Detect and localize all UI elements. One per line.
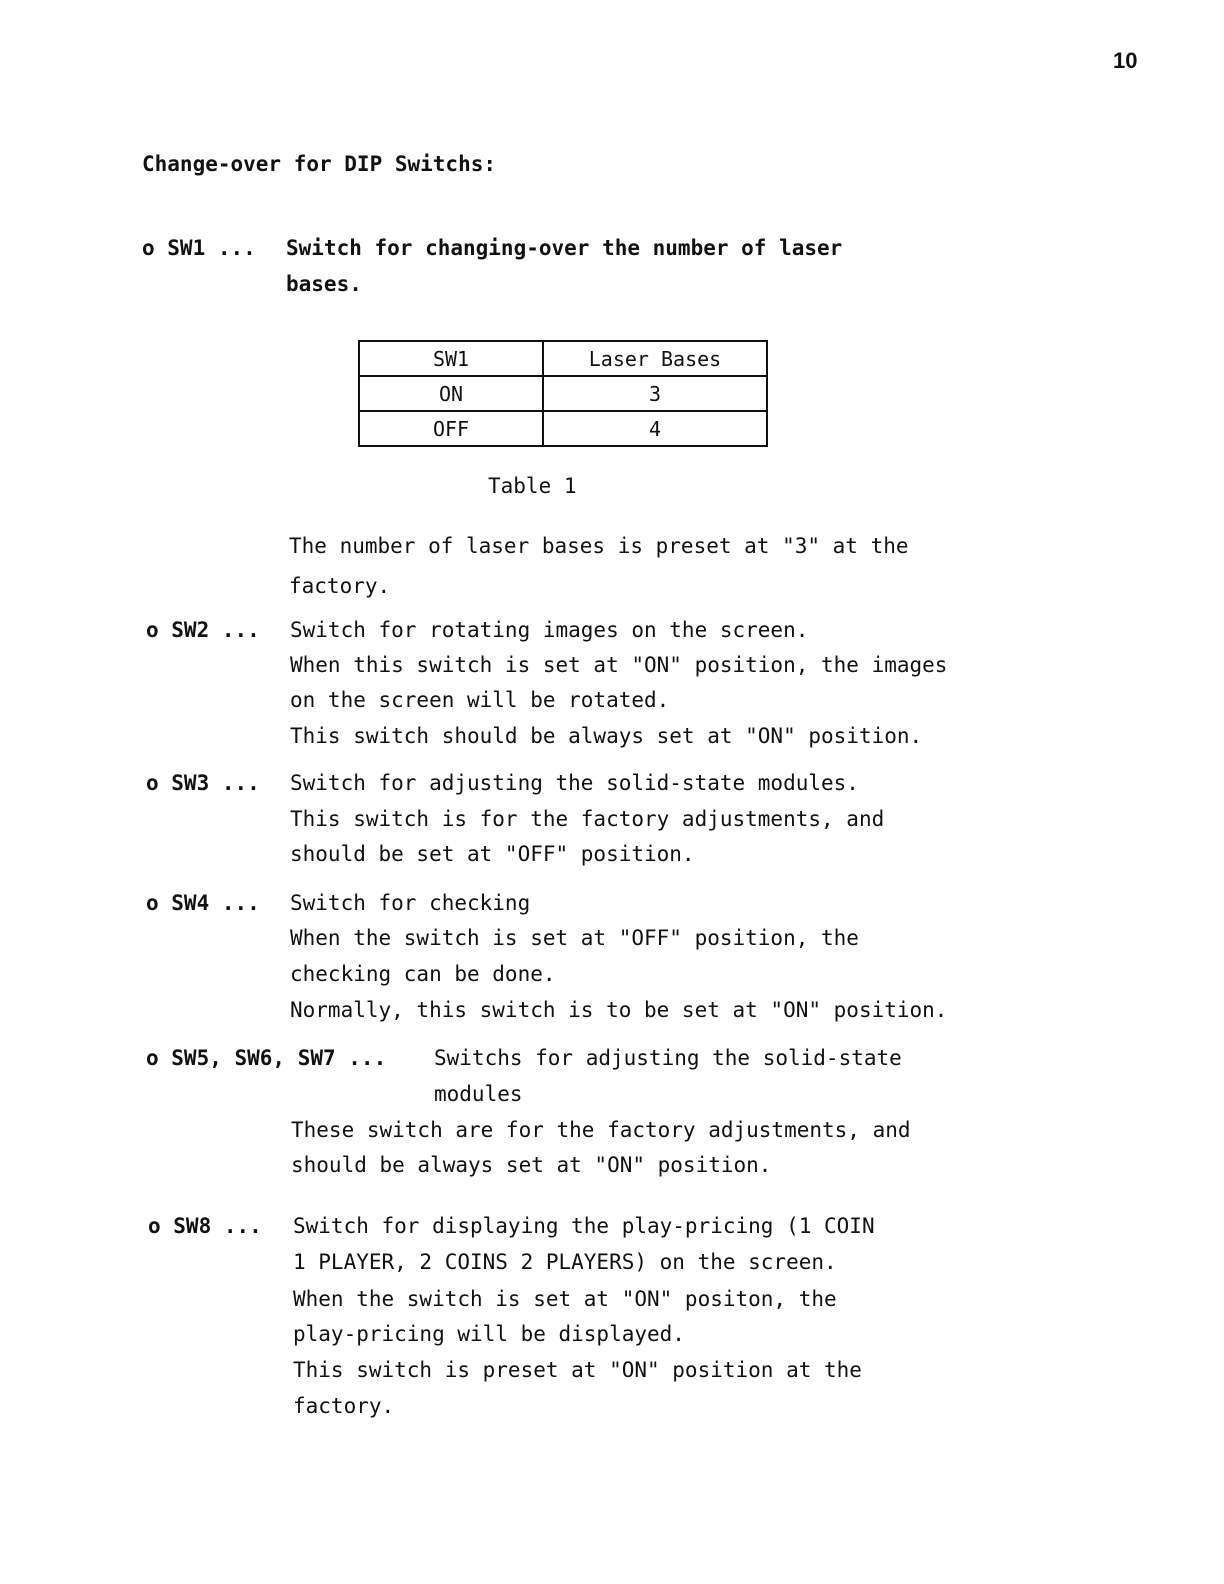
sw8-line-2: 1 PLAYER, 2 COINS 2 PLAYERS) on the screen. (293, 1250, 837, 1274)
sw8-line-5: This switch is preset at "ON" position at the (293, 1358, 862, 1382)
sw8-label: o SW8 ... (148, 1214, 262, 1238)
sw4-line-4: Normally, this switch is to be set at "ON" position. (290, 998, 948, 1022)
table-cell: OFF (359, 411, 543, 446)
table-row (359, 411, 767, 446)
sw3-line-1: Switch for adjusting the solid-state modules. (290, 771, 859, 795)
sw567-line-1: Switchs for adjusting the solid-state (434, 1046, 902, 1070)
sw2-line-4: This switch should be always set at "ON" position. (290, 724, 923, 748)
sw8-line-1: Switch for displaying the play-pricing (1 COIN (293, 1214, 875, 1238)
sw1-label: o SW1 ... (142, 236, 256, 260)
sw1-line-1: Switch for changing-over the number of laser (286, 236, 843, 260)
table-header-laser-bases: Laser Bases (543, 341, 767, 376)
sw1-laser-bases-table (358, 340, 768, 447)
sw567-line-4: should be always set at "ON" position. (291, 1153, 772, 1177)
sw3-label: o SW3 ... (146, 771, 260, 795)
sw4-line-3: checking can be done. (290, 962, 556, 986)
sw3-line-3: should be set at "OFF" position. (290, 842, 695, 866)
sw2-line-3: on the screen will be rotated. (290, 688, 670, 712)
sw4-line-2: When the switch is set at "OFF" position, the (290, 926, 859, 950)
sw1-line-2: bases. (286, 272, 362, 296)
sw2-line-1: Switch for rotating images on the screen. (290, 618, 809, 642)
sw8-line-4: play-pricing will be displayed. (293, 1322, 685, 1346)
sw1-note-2: factory. (289, 574, 391, 598)
table-cell: ON (359, 376, 543, 411)
page-number: 10 (1113, 48, 1138, 73)
sw567-line-2: modules (434, 1082, 523, 1106)
sw2-line-2: When this switch is set at "ON" position, the images (290, 653, 948, 677)
table-header-row (359, 341, 767, 376)
table-row (359, 376, 767, 411)
sw4-line-1: Switch for checking (290, 891, 531, 915)
table-cell: 4 (543, 411, 767, 446)
sw4-label: o SW4 ... (146, 891, 260, 915)
table-caption: Table 1 (488, 474, 577, 498)
sw567-line-3: These switch are for the factory adjustments, and (291, 1118, 911, 1142)
sw8-line-6: factory. (293, 1394, 395, 1418)
sw567-label: o SW5, SW6, SW7 ... (146, 1046, 387, 1070)
sw8-line-3: When the switch is set at "ON" positon, the (293, 1287, 837, 1311)
page-title: Change-over for DIP Switchs: (142, 152, 497, 176)
table-cell: 3 (543, 376, 767, 411)
table-header-sw1: SW1 (359, 341, 543, 376)
sw3-line-2: This switch is for the factory adjustments, and (290, 807, 885, 831)
sw1-note-1: The number of laser bases is preset at "3" at the (289, 534, 909, 558)
sw2-label: o SW2 ... (146, 618, 260, 642)
